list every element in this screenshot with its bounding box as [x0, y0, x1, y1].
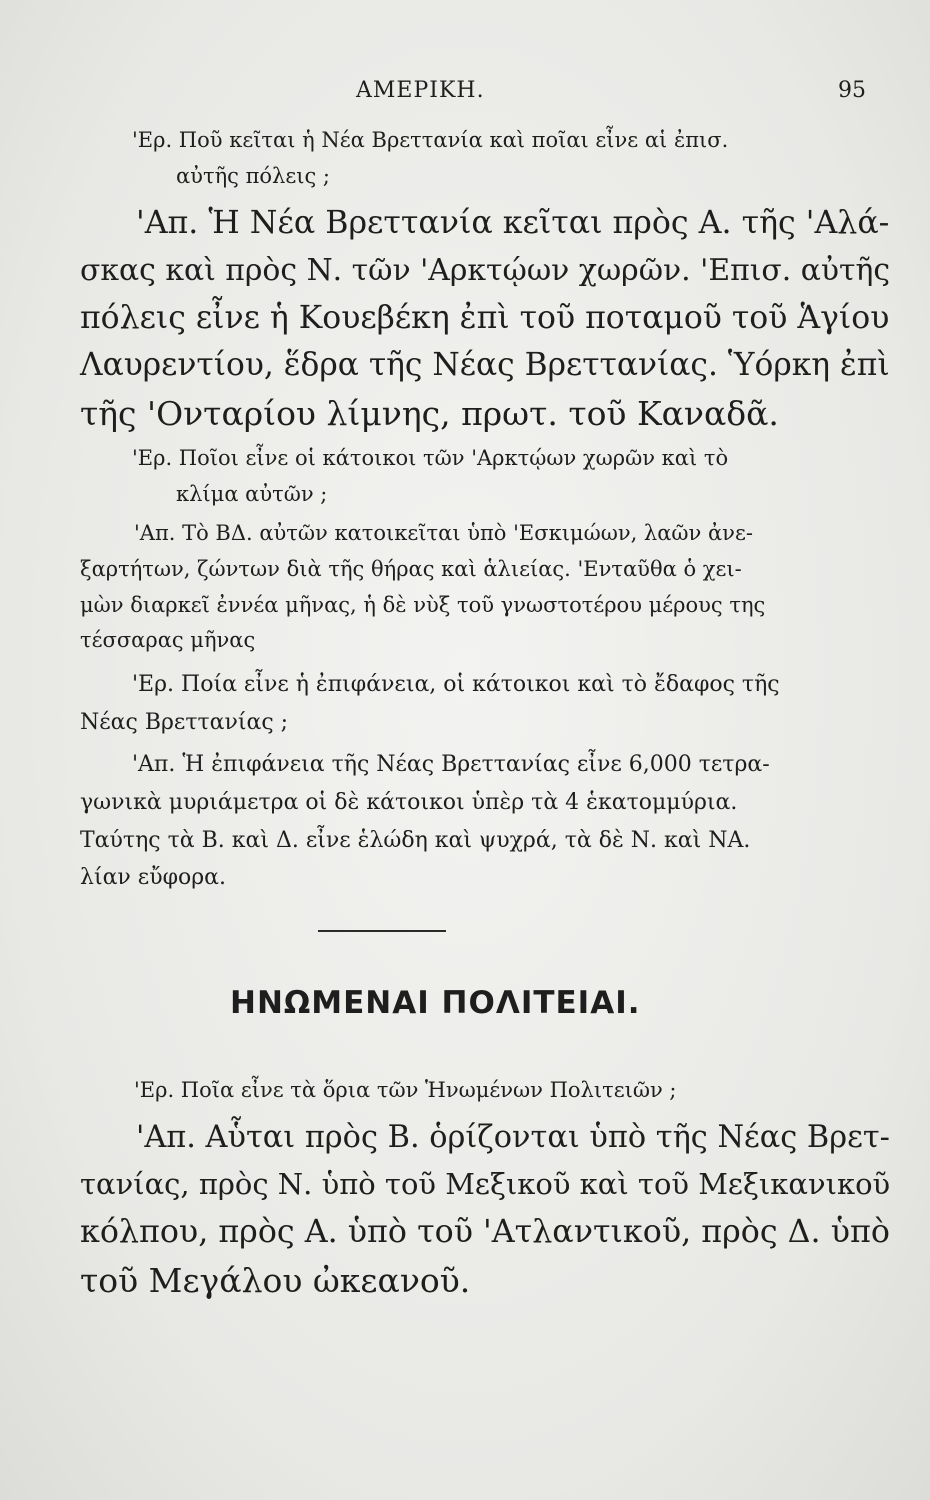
section-divider — [318, 930, 446, 932]
answer-line: τοῦ Μεγάλου ὠκεανοῦ. — [80, 1261, 471, 1300]
section-heading: ΗΝΩΜΕΝΑΙ ΠΟΛΙΤΕΙΑΙ. — [230, 985, 641, 1021]
question-line: 'Ερ. Ποῖοι εἶνε οἱ κάτοικοι τῶν 'Αρκτῴων χωρῶν καὶ τὸ — [132, 446, 729, 470]
answer-line: γωνικὰ μυριάμετρα οἱ δὲ κάτοικοι ὑπὲρ τὰ 4 ἑκατομμύρια. — [80, 790, 738, 815]
answer-line: τῆς 'Ονταρίου λίμνης, πρωτ. τοῦ Καναδᾶ. — [80, 394, 779, 433]
answer-line: τανίας, πρὸς Ν. ὑπὸ τοῦ Μεξικοῦ καὶ τοῦ Μεξικανικοῦ — [80, 1167, 891, 1201]
answer-line: Ταύτης τὰ Β. καὶ Δ. εἶνε ἑλώδη καὶ ψυχρά, τὰ δὲ Ν. καὶ ΝΑ. — [80, 828, 751, 853]
answer-line: πόλεις εἶνε ἡ Κουεβέκη ἐπὶ τοῦ ποταμοῦ τοῦ Ἁγίου — [80, 300, 890, 336]
answer-line: λίαν εὔφορα. — [80, 865, 226, 890]
page-number: 95 — [838, 78, 866, 103]
answer-line: μὼν διαρκεῖ ἐννέα μῆνας, ἡ δὲ νὺξ τοῦ γνωστοτέρου μέρους της — [80, 593, 766, 617]
answer-line: 'Απ. Τὸ ΒΔ. αὐτῶν κατοικεῖται ὑπὸ 'Εσκιμώων, λαῶν ἀνε- — [134, 521, 753, 545]
question-line: κλίμα αὐτῶν ; — [176, 482, 328, 506]
answer-line: κόλπου, πρὸς Α. ὑπὸ τοῦ 'Ατλαντικοῦ, πρὸς Δ. ὑπὸ — [80, 1214, 890, 1250]
answer-line: Λαυρεντίου, ἕδρα τῆς Νέας Βρεττανίας. Ὑόρκη ἐπὶ — [80, 347, 890, 383]
answer-line: 'Απ. Ἡ ἐπιφάνεια τῆς Νέας Βρεττανίας εἶνε 6,000 τετρα- — [132, 752, 770, 777]
answer-line: 'Απ. Αὗται πρὸς Β. ὁρίζονται ὑπὸ τῆς Νέας Βρετ- — [136, 1120, 890, 1155]
answer-line: σκας καὶ πρὸς Ν. τῶν 'Αρκτῴων χωρῶν. 'Επισ. αὐτῆς — [80, 253, 891, 288]
answer-line: τέσσαρας μῆνας — [80, 628, 256, 652]
question-line: αὐτῆς πόλεις ; — [176, 164, 330, 188]
answer-line: 'Απ. Ἡ Νέα Βρεττανία κεῖται πρὸς Α. τῆς 'Αλά- — [136, 205, 890, 241]
answer-line: ξαρτήτων, ζώντων διὰ τῆς θήρας καὶ ἁλιείας. 'Ενταῦθα ὁ χει- — [80, 557, 742, 581]
question-line: Νέας Βρεττανίας ; — [80, 710, 289, 735]
question-line: 'Ερ. Ποῦ κεῖται ἡ Νέα Βρεττανία καὶ ποῖαι εἶνε αἱ ἐπισ. — [132, 128, 729, 152]
running-header: ΑΜΕΡΙΚΗ. — [356, 78, 485, 103]
question-line: 'Ερ. Ποῖα εἶνε τὰ ὅρια τῶν Ἡνωμένων Πολιτειῶν ; — [134, 1078, 677, 1102]
question-line: 'Ερ. Ποία εἶνε ἡ ἐπιφάνεια, οἱ κάτοικοι καὶ τὸ ἔδαφος τῆς — [132, 672, 780, 697]
